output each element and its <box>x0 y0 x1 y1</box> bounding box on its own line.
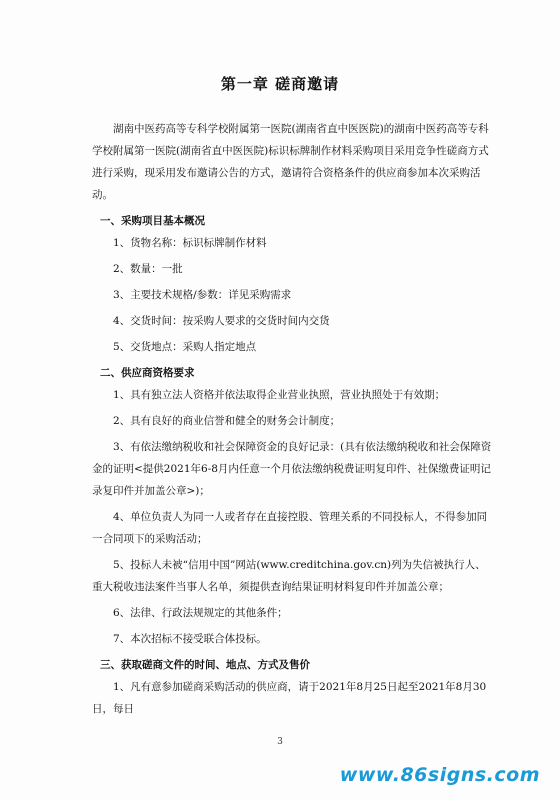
section-2-item: 4、单位负责人为同一人或者存在直接控股、管理关系的不同投标人，不得参加同一合同项下的采购活动； <box>92 511 488 545</box>
section-1-item: 1、货物名称：标识标牌制作材料 <box>113 237 267 249</box>
section-2-item: 5、投标人未被“信用中国”网站(www.creditchina.gov.cn)列为失信被执行人、重大税收违法案件当事人名单，须提供查询结果证明材料复印件并加盖公章； <box>92 559 486 593</box>
section-3-item: 1、凡有意参加磋商采购活动的供应商，请于2021年8月25日起至2021年8月30日，每日 <box>92 681 487 715</box>
section-1-item: 3、主要技术规格/参数：详见采购需求 <box>113 289 292 301</box>
chapter-title: 第一章 磋商邀请 <box>220 75 340 93</box>
section-2-heading: 二、供应商资格要求 <box>100 367 195 379</box>
section-2-item: 7、本次招标不接受联合体投标。 <box>113 633 267 645</box>
section-2-item: 1、具有独立法人资格并依法取得企业营业执照，营业执照处于有效期； <box>113 389 446 401</box>
watermark-logo: www.86signs.com <box>339 764 540 786</box>
intro-paragraph: 湖南中医药高等专科学校附属第一医院(湖南省直中医医院)的湖南中医药高等专科学校附属第一医院(湖南省直中医医院)标识标牌制作材料采购项目采用竞争性磋商方式进行采购，现采用发布邀请公告的方式，邀请符合资格条件的供应商参加本次采购活动。 <box>92 123 489 201</box>
section-2-item: 6、法律、行政法规规定的其他条件； <box>113 607 288 619</box>
section-3-heading: 三、获取磋商文件的时间、地点、方式及售价 <box>100 659 310 671</box>
section-1-item: 5、交货地点：采购人指定地点 <box>113 341 257 353</box>
section-1-item: 2、数量：一批 <box>113 263 183 275</box>
page-number: 3 <box>277 737 283 747</box>
section-1-item: 4、交货时间：按采购人要求的交货时间内交货 <box>113 315 330 327</box>
section-2-item: 2、具有良好的商业信誉和健全的财务会计制度； <box>113 415 341 427</box>
section-1-heading: 一、采购项目基本概况 <box>100 215 205 227</box>
section-2-item: 3、有依法缴纳税收和社会保障资金的良好记录：(具有依法缴纳税收和社会保障资金的证明<提供2021年6-8月内任意一个月依法缴纳税费证明复印件、社保缴费证明记录复印件并加盖公章>)； <box>92 441 492 497</box>
document-body <box>92 118 492 720</box>
